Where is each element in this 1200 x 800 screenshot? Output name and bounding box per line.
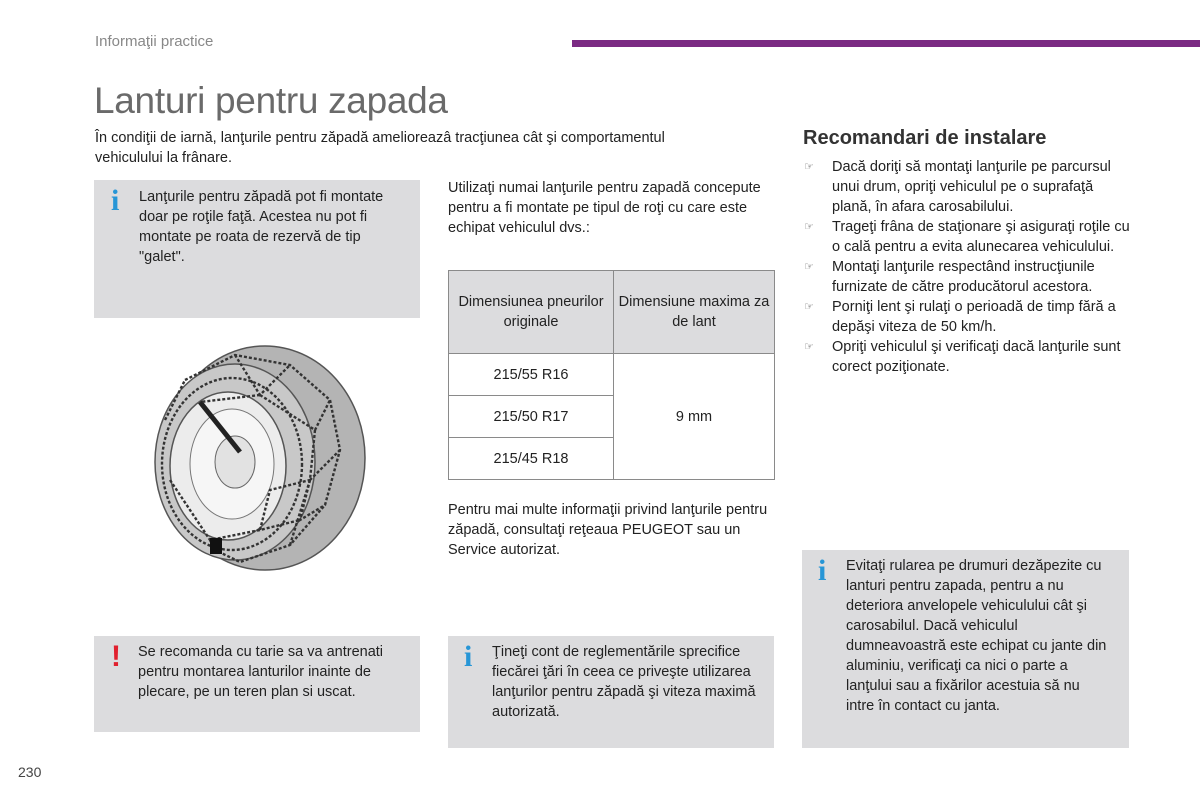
info-box-regulations: [448, 636, 774, 748]
table-row: [449, 354, 775, 396]
warning-icon: !: [111, 640, 121, 673]
warning-box-text: Se recomanda cu tarie sa va antrenati pentru montarea lanturilor inainte de plecare, pe un teren plan si uscat.: [138, 644, 384, 700]
pointing-hand-icon: ☞: [804, 301, 814, 313]
info-box-text: Lanţurile pentru zăpadă pot fi montate doar pe roţile faţă. Acestea nu pot fi montate pe roata de rezervă de tip "galet".: [139, 189, 384, 265]
more-info-text: Pentru mai multe informaţii privind lanţurile pentru zăpadă, consultaţi reţeaua PEUGEOT sau un Service autorizat.: [448, 502, 768, 558]
list-item: [803, 297, 1133, 337]
pointing-hand-icon: ☞: [804, 341, 814, 353]
list-item: [803, 337, 1133, 377]
table-cell-max-chain: 9 mm: [614, 354, 775, 480]
recommendations-list: [803, 157, 1133, 377]
intro-text: În condiţii de iarnă, lanţurile pentru zăpadă amelioreazâ tracţiunea cât şi comportamentul vehiculului la frânare.: [95, 130, 665, 166]
list-item-text: Trageţi frâna de staţionare şi asiguraţi roţile cu o cală pentru a evita alunecarea vehiculului.: [832, 219, 1130, 255]
info-box-cleared-roads: [802, 550, 1129, 748]
table-header-tire-size: Dimensiunea pneurilor originale: [449, 271, 614, 354]
page-title: Lanturi pentru zapada: [94, 80, 448, 121]
warning-box-practice: [94, 636, 420, 732]
snow-chain-wheel-illustration: [140, 340, 370, 575]
list-item-text: Porniţi lent şi rulaţi o perioadă de timp fără a depăşi viteza de 50 km/h.: [832, 299, 1116, 335]
list-item-text: Opriţi vehiculul şi verificaţi dacă lanţurile sunt corect poziţionate.: [832, 339, 1121, 375]
info-icon: i: [818, 554, 827, 587]
header-accent-bar: [572, 40, 1200, 47]
list-item-text: Montaţi lanţurile respectând instrucţiunile furnizate de către producătorul acestora.: [832, 259, 1095, 295]
table-header-max-chain: Dimensiune maxima za de lant: [614, 271, 775, 354]
table-cell-tire-size: 215/55 R16: [449, 354, 614, 396]
info-icon: i: [111, 184, 120, 217]
info-box-text: Evitaţi rularea pe drumuri dezăpezite cu lanturi pentru zapada, pentru a nu deteriora anvelopele vehiculului cât şi carosabilul. Dacă vehiculul dumneavoastră este echipat cu jante din aluminiu, verificaţi ca nici o parte a lanţului sau a fixărilor acestuia să nu intre în contact cu janta.: [846, 558, 1107, 714]
chain-clamp: [210, 538, 222, 554]
recommendations-title: Recomandari de instalare: [803, 127, 1047, 149]
table-cell-tire-size: 215/45 R18: [449, 438, 614, 480]
list-item: [803, 257, 1133, 297]
pointing-hand-icon: ☞: [804, 161, 814, 173]
list-item: [803, 217, 1133, 257]
section-label: Informaţii practice: [95, 33, 214, 50]
list-item-text: Dacă doriţi să montaţi lanţurile pe parcursul unui drum, opriţi vehiculul pe o suprafaţă plană, în afara carosabilului.: [832, 159, 1111, 215]
info-box-text: Ţineţi cont de reglementările sprecifice fiecărei ţări în ceea ce priveşte utilizarea lanţurilor pentru zăpadă şi viteza maximă autorizată.: [492, 644, 756, 720]
info-box-front-wheels: [94, 180, 420, 318]
table-header-row: [449, 271, 775, 354]
pointing-hand-icon: ☞: [804, 221, 814, 233]
table-cell-tire-size: 215/50 R17: [449, 396, 614, 438]
list-item: [803, 157, 1133, 217]
pointing-hand-icon: ☞: [804, 261, 814, 273]
chain-usage-text: Utilizaţi numai lanţurile pentru zapadă concepute pentru a fi montate pe tipul de roţi cu care este echipat vehiculul dvs.:: [448, 180, 761, 236]
page-number: 230: [18, 764, 42, 780]
tire-dimensions-table: [448, 270, 775, 480]
info-icon: i: [464, 640, 473, 673]
